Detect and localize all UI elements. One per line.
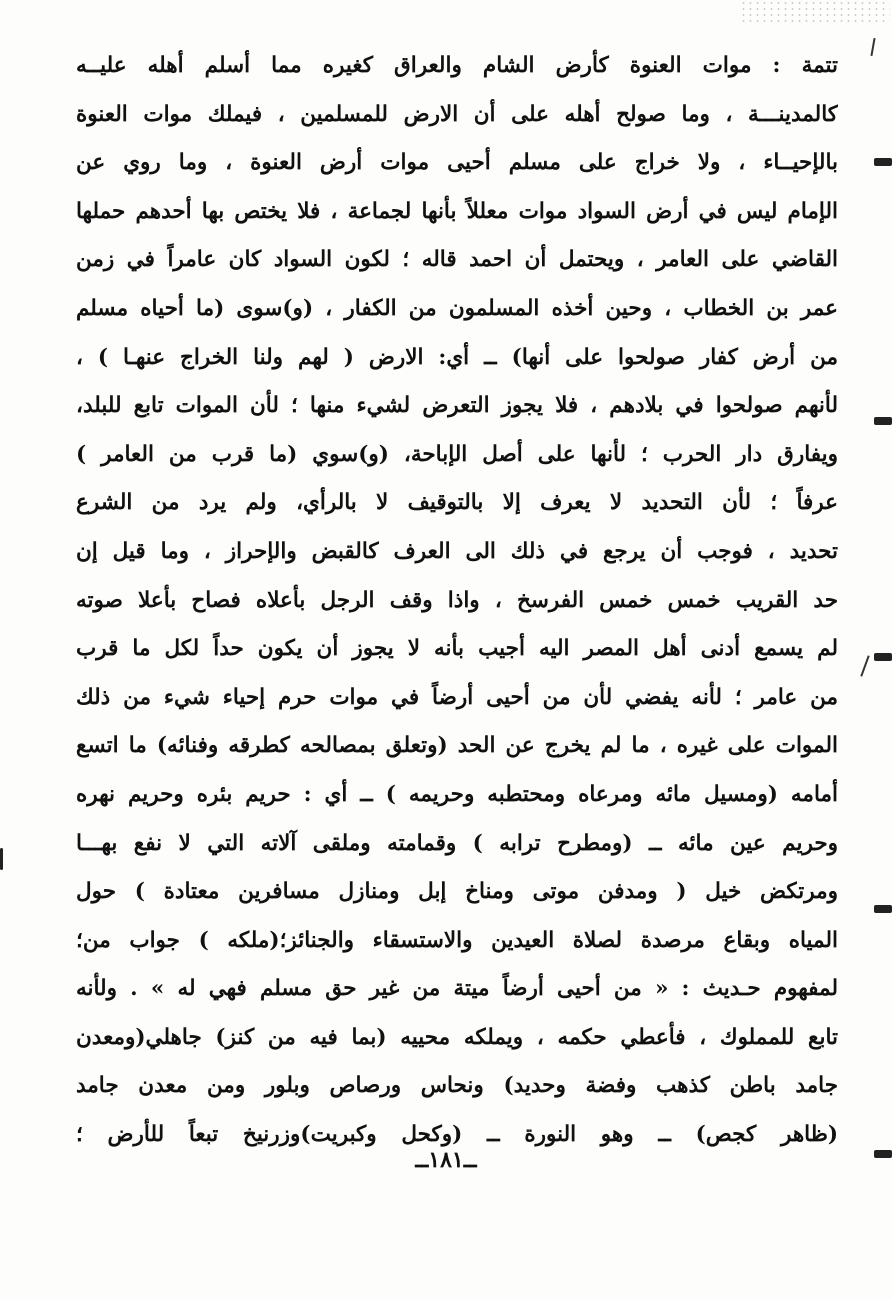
text-line: (ظاهر كجص) ــ وهو النورة ــ (وكحل وكبريت)وزرنيخ تبعاً للأرض ؛	[76, 1122, 838, 1148]
text-line: كالمدينـــة ، وما صولح أهله على أن الارض للمسلمين ، فيملك موات العنوة	[76, 101, 838, 127]
text-line: المياه وبقاع مرصدة لصلاة العيدين والاستسقاء والجنائز؛(ملكه ) جواب من؛	[76, 927, 838, 953]
text-line: لأنهم صولحوا في بلادهم ، فلا يجوز التعرض لشيء منها ؛ لأن الموات تابع للبلد،	[76, 393, 838, 419]
binding-mark	[874, 417, 892, 425]
margin-mark	[870, 38, 875, 56]
text-line: ويفارق دار الحرب ؛ لأنها على أصل الإباحة، (و)سوي (ما قرب من العامر )	[76, 441, 838, 467]
text-line: تابع للمملوك ، فأعطي حكمه ، ويملكه محييه (بما فيه من كنز) جاهلي(ومعدن	[76, 1024, 838, 1050]
text-line: جامد باطن كذهب وفضة وحديد) ونحاس ورصاص وبلور ومن معدن جامد	[76, 1073, 838, 1099]
text-line: لمفهوم حـديث : « من أحيى أرضاً ميتة من غير حق مسلم فهي له » . ولأنه	[76, 976, 838, 1002]
text-line: من أرض كفار صولحوا على أنها) ــ أي: الارض ( لهم ولنا الخراج عنهـا ) ،	[76, 344, 838, 370]
text-line: الإمام ليس في أرض السواد موات معللاً بأنها لجماعة ، فلا يختص بها أحدهم حملها	[76, 198, 838, 224]
binding-mark	[874, 905, 892, 913]
binding-mark	[874, 158, 892, 166]
text-line: عمر بن الخطاب ، وحين أخذه المسلمون من الكفار ، (و)سوى (ما أحياه مسلم	[76, 295, 838, 321]
text-line: وحريم عين مائه ــ (ومطرح ترابه ) وقمامته وملقى آلاته التي لا نفع بهـــا	[76, 830, 838, 856]
text-line: أمامه (ومسيل مائه ومرعاه ومحتطبه وحريمه ) ــ أي : حريم بئره وحريم نهره	[76, 781, 838, 807]
text-line: بالإحيــاء ، ولا خراج على مسلم أحيى موات أرض العنوة ، وما روي عن	[76, 150, 838, 176]
text-line: من عامر ؛ لأنه يفضي لأن من أحيى أرضاً في موات حرم إحياء شيء من ذلك	[76, 684, 838, 710]
page-number: ــ١٨١ــ	[415, 1147, 477, 1173]
margin-mark	[860, 655, 869, 676]
text-line: القاضي على العامر ، ويحتمل أن احمد قاله ؛ لكون السواد كان عامراً في زمن	[76, 247, 838, 273]
text-line: تحديد ، فوجب أن يرجع في ذلك الى العرف كالقبض والإحراز ، وما قيل إن	[76, 538, 838, 564]
binding-mark	[874, 653, 892, 661]
text-line: لم يسمع أدنى أهل المصر اليه أجيب بأنه لا يجوز أن يكون حداً لكل ما قرب	[76, 636, 838, 662]
text-line: الموات على غيره ، ما لم يخرج عن الحد (وتعلق بمصالحه كطرقه وفنائه) ما اتسع	[76, 733, 838, 759]
text-line: ومرتكض خيل ( ومدفن موتى ومناخ إبل ومنازل مسافرين معتادة ) حول	[76, 879, 838, 905]
binding-mark	[0, 848, 3, 870]
scan-noise	[740, 0, 890, 22]
text-line: عرفاً ؛ لأن التحديد لا يعرف إلا بالتوقيف لا بالرأي، ولم يرد من الشرع	[76, 490, 838, 516]
binding-mark	[874, 1150, 892, 1158]
text-line: تتمة : موات العنوة كأرض الشام والعراق كغيره مما أسلم أهله عليــه	[76, 53, 838, 78]
body-text	[76, 42, 838, 1160]
text-line: حد القريب خمس خمس الفرسخ ، واذا وقف الرجل بأعلاه فصاح بأعلا صوته	[76, 587, 838, 613]
